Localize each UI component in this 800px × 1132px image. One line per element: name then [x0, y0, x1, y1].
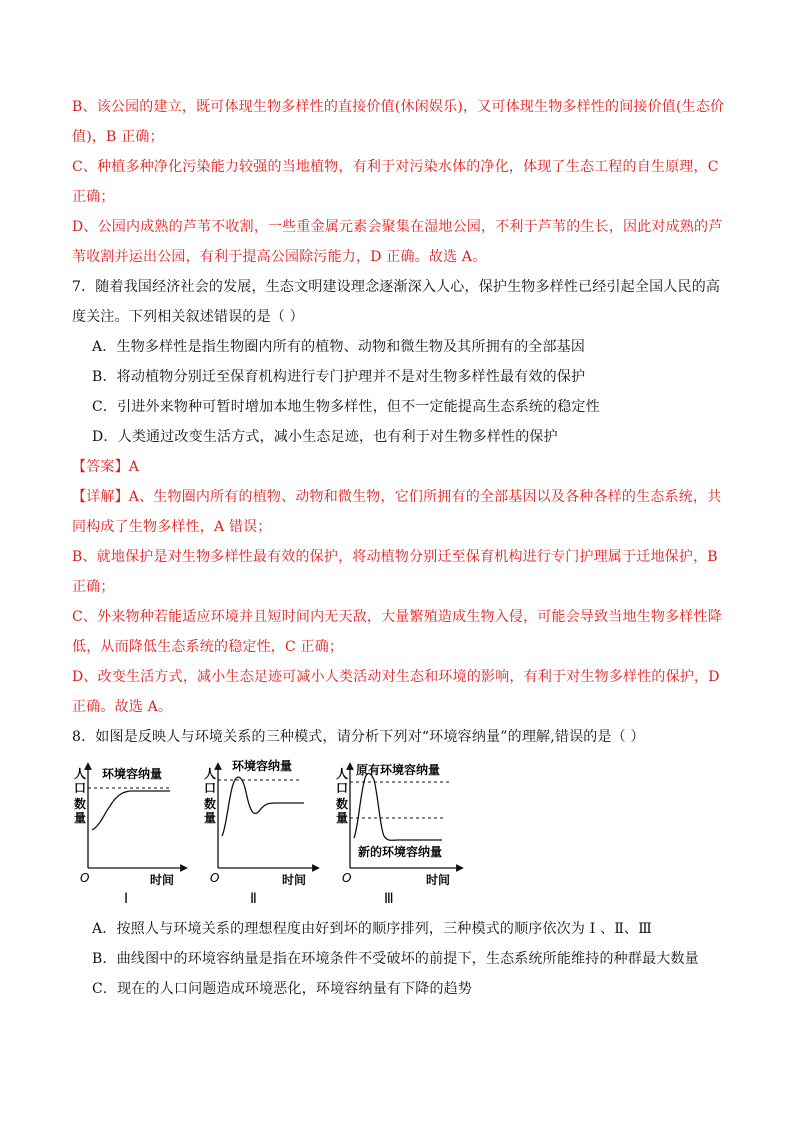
panel-1: [72, 758, 192, 908]
q7-detail-line1: 【详解】A、生物圈内所有的植物、动物和微生物，它们所拥有的全部基因以及各种各样的生态系统，共: [72, 489, 722, 505]
q7-answer: 【答案】A: [72, 459, 140, 475]
q8-option-b: B．曲线图中的环境容纳量是指在环境条件不受破坏的前提下，生态系统所能维持的种群最大数量: [92, 951, 699, 967]
panel-numeral: Ⅱ: [250, 891, 257, 907]
q6-answer-b-line2: 值)，B 正确；: [72, 129, 164, 145]
ylabel-char: 数: [336, 797, 349, 811]
ylabel-char: 口: [336, 781, 349, 795]
ylabel-char: 口: [204, 781, 217, 795]
q7-detail-d-line1: D、改变生活方式，减小生态足迹可减小人类活动对生态和环境的影响，有利于对生物多样性的保护，D: [72, 669, 720, 685]
xlabel: 时间: [150, 873, 175, 887]
q8-option-c: C．现在的人口问题造成环境恶化，环境容纳量有下降的趋势: [92, 981, 473, 997]
population-curve: [354, 773, 442, 840]
ylabel-char: 量: [336, 811, 349, 825]
q7-detail-b-line1: B、就地保护是对生物多样性最有效的保护，将动植物分别迁至保育机构进行专门护理属于迁地保护，B: [72, 549, 718, 565]
q7-option-b: B．将动植物分别迁至保育机构进行专门护理并不是对生物多样性最有效的保护: [92, 369, 586, 385]
panel-numeral: Ⅰ: [124, 891, 129, 907]
q6-answer-c-line1: C、种植多种净化污染能力较强的当地植物，有利于对污染水体的净化，体现了生态工程的自生原理，C: [72, 159, 719, 175]
ylabel-char: 量: [74, 811, 87, 825]
population-curve: [92, 791, 170, 830]
ylabel-char: 数: [74, 797, 87, 811]
ylabel-char: 口: [74, 781, 87, 795]
ylabel-char: 量: [204, 811, 217, 825]
exam-page: [72, 92, 732, 1004]
q8-stem: 8．如图是反映人与环境关系的三种模式，请分析下列对“环境容纳量”的理解,错误的是（ ）: [72, 729, 645, 745]
panel-3: [334, 758, 474, 908]
population-curve: [222, 777, 304, 836]
q7-option-c: C．引进外来物种可暂时增加本地生物多样性，但不一定能提高生态系统的稳定性: [92, 399, 600, 415]
carrying-capacity-label: 环境容纳量: [232, 759, 293, 773]
q6-answer-b-line1: B、该公园的建立，既可体现生物多样性的直接价值(休闲娱乐)，又可体现生物多样性的间接价值(生态价: [72, 99, 725, 115]
origin-label: O: [80, 871, 90, 885]
origin-label: O: [210, 871, 220, 885]
carrying-capacity-label: 环境容纳量: [102, 767, 163, 781]
carrying-capacity-figure: [72, 758, 732, 908]
q8-option-a: A．按照人与环境关系的理想程度由好到坏的顺序排列，三种模式的顺序依次为 Ⅰ 、Ⅱ、Ⅲ: [92, 921, 652, 937]
q7-detail-b-line2: 正确；: [72, 579, 115, 595]
q7-detail-c-line1: C、外来物种若能适应环境并且短时间内无天敌，大量繁殖造成生物入侵，可能会导致当地生物多样性降: [72, 609, 722, 625]
q7-option-d: D．人类通过改变生活方式，减小生态足迹，也有利于对生物多样性的保护: [92, 429, 558, 445]
q7-stem-line1: 7．随着我国经济社会的发展，生态文明建设理念逐渐深入人心，保护生物多样性已经引起全国人民的高: [72, 279, 721, 295]
q6-answer-d-line1: D、公园内成熟的芦苇不收割，一些重金属元素会聚集在湿地公园，不利于芦苇的生长，因此对成熟的芦: [72, 219, 723, 235]
origin-label: O: [342, 871, 352, 885]
ylabel-char: 人: [204, 767, 217, 781]
ylabel-char: 人: [74, 767, 87, 781]
new-carrying-capacity-label: 新的环境容纳量: [358, 845, 443, 859]
q7-detail-line2: 同构成了生物多样性，A 错误；: [72, 519, 272, 535]
q7-detail-c-line2: 低，从而降低生态系统的稳定性，C 正确；: [72, 639, 344, 655]
original-carrying-capacity-label: 原有环境容纳量: [356, 763, 441, 777]
q6-answer-d-line2: 苇收割并运出公园，有利于提高公园除污能力，D 正确。故选 A。: [72, 249, 487, 265]
panel-2: [202, 758, 332, 908]
q6-answer-c-line2: 正确；: [72, 189, 115, 205]
ylabel-char: 人: [336, 767, 349, 781]
ylabel-char: 数: [204, 797, 217, 811]
q7-stem-line2: 度关注。下列相关叙述错误的是（ ）: [72, 309, 304, 325]
q7-option-a: A．生物多样性是指生物圈内所有的植物、动物和微生物及其所拥有的全部基因: [92, 339, 586, 355]
panel-numeral: Ⅲ: [384, 891, 394, 907]
xlabel: 时间: [282, 873, 307, 887]
q7-detail-d-line2: 正确。故选 A。: [72, 699, 173, 715]
xlabel: 时间: [426, 873, 451, 887]
